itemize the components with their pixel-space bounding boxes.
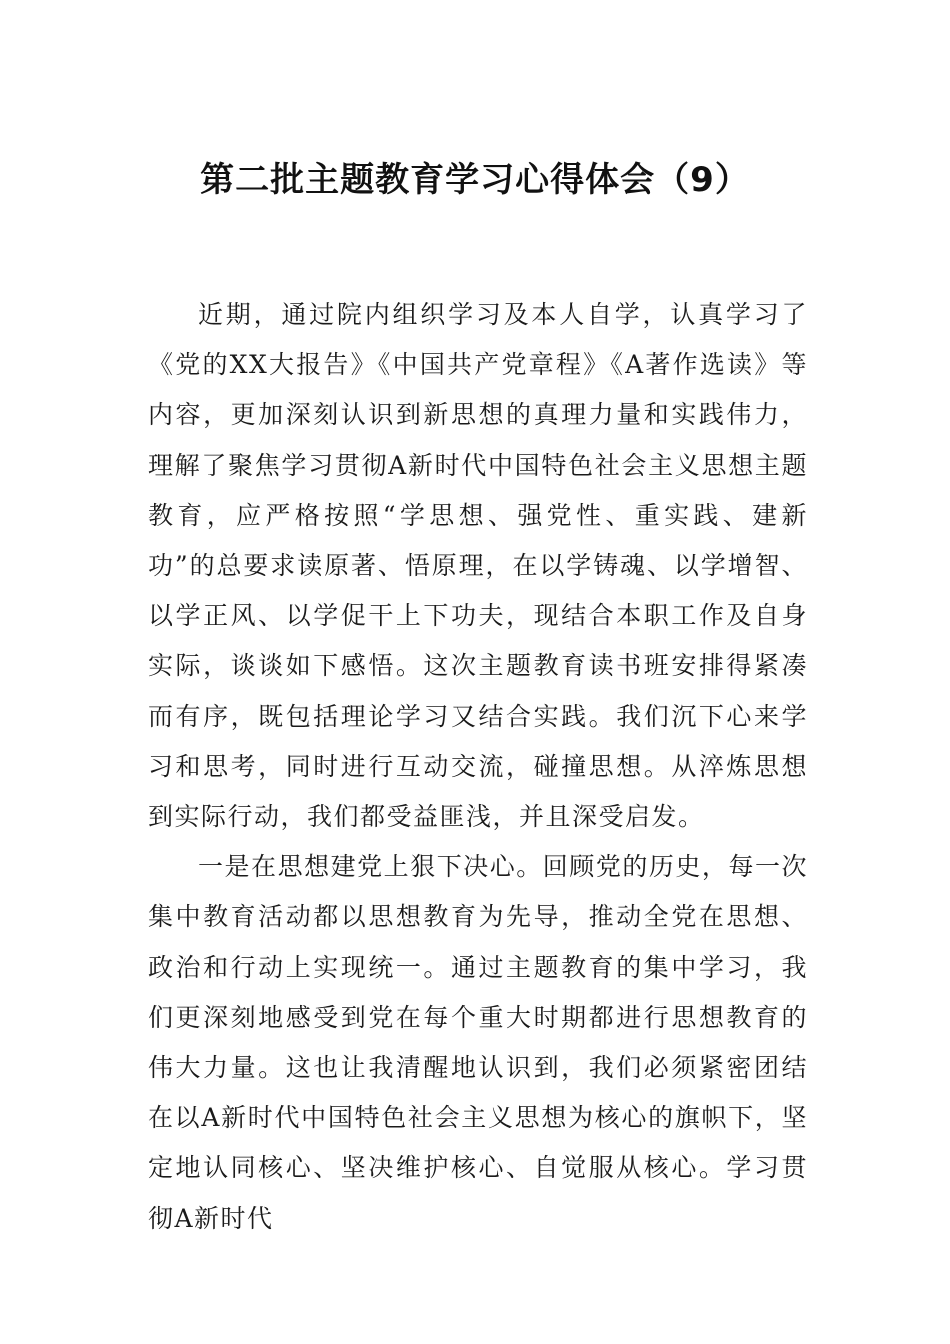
document-title: 第二批主题教育学习心得体会（9） [200, 160, 750, 200]
document-body [148, 290, 808, 1244]
paragraph-intro: 近期，通过院内组织学习及本人自学，认真学习了《党的XX大报告》《中国共产党章程》《A著作选读》等内容，更加深刻认识到新思想的真理力量和实践伟力，理解了聚焦学习贯彻A新时代中国特色社会主义思想主题教育，应严格按照“学思想、强党性、重实践、建新功”的总要求读原著、悟原理，在以学铸魂、以学增智、以学正风、以学促干上下功夫，现结合本职工作及自身实际，谈谈如下感悟。这次主题教育读书班安排得紧凑而有序，既包括理论学习又结合实践。我们沉下心来学习和思考，同时进行互动交流，碰撞思想。从淬炼思想到实际行动，我们都受益匪浅，并且深受启发。 [148, 300, 808, 832]
paragraph-point-one: 一是在思想建党上狠下决心。回顾党的历史，每一次集中教育活动都以思想教育为先导，推动全党在思想、政治和行动上实现统一。通过主题教育的集中学习，我们更深刻地感受到党在每个重大时期都进行思想教育的伟大力量。这也让我清醒地认识到，我们必须紧密团结在以A新时代中国特色社会主义思想为核心的旗帜下，坚定地认同核心、坚决维护核心、自觉服从核心。学习贯彻A新时代 [148, 852, 808, 1233]
